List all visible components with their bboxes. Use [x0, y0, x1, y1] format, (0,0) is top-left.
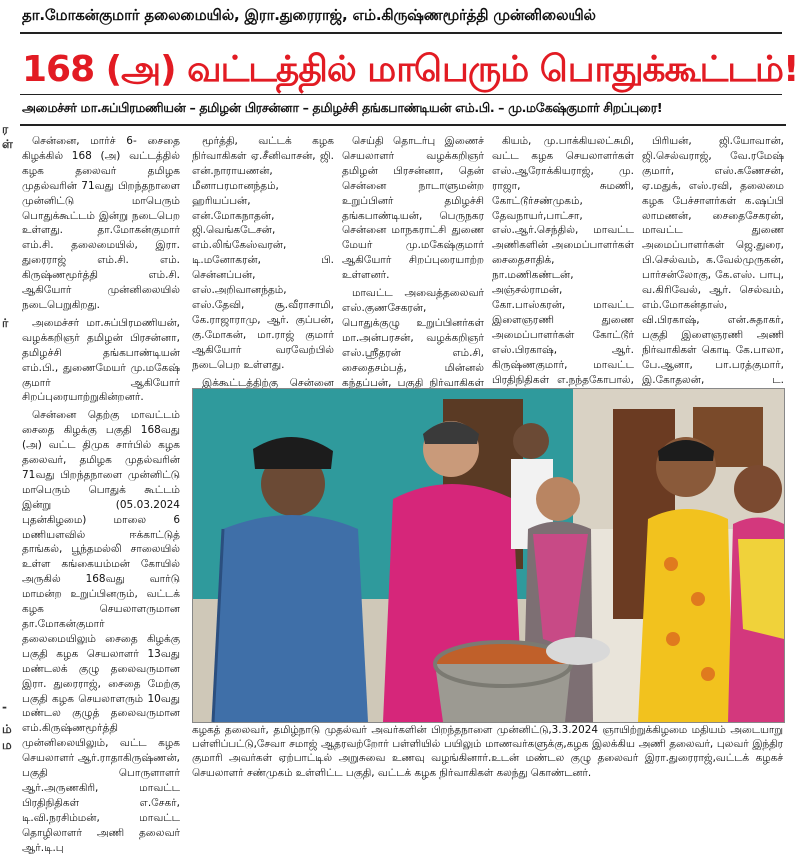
article-headline: 168 (அ) வட்டத்தில் மாபெரும் பொதுக்கூட்டம்!	[22, 49, 799, 90]
subheadline-rule	[20, 124, 786, 126]
serving-plate	[546, 637, 610, 665]
girl-right-dress	[638, 509, 733, 722]
article-subheadline: அமைச்சர் மா.சுப்பிரமணியன் – தமிழன் பிரசன்னா – தமிழச்சி தங்கபாண்டியன் எம்.பி. – மு.மகேஷ்குமார் சிறப்புரை!	[22, 100, 663, 115]
paragraph: அமைச்சர் மா.சுப்பிரமணியன், வழக்கறிஞர் தமிழன் பிரசன்னா, தமிழச்சி தங்கபாண்டியன் எம்.பி., துணைமேயர் மு.மகேஷ் குமார் ஆகியோர் சிறப்புரையாற்றுகின்றனர்.	[22, 316, 180, 404]
paragraph: மூர்த்தி, வட்டக் கழக நிர்வாகிகள் ஏ.சீனிவாசன், ஜி. என்.நாராயணன், மீனாபரமானந்தம், ஹரியப்பன், என்.மோகநாதன், ஜி.வெங்கடேசன், எம்.லிங்கேஸ்வரன், டி.மனோகரன், பி. சென்னப்பன், எஸ்.அறிவானந்தம், எஸ்.தேவி, சூ.வீராசாமி, கே.ராஜாராமு, ஆர். குப்பன், கு.மோகன், மா.ராஜ் குமார் ஆகியோர் வரவேற்பில் நடைபெற உள்ளது.	[192, 135, 334, 371]
man-background-head	[513, 423, 549, 459]
paragraph: மாவட்ட அவைத்தலைவர் எஸ்.குணசேகரன், பொதுக்குழு உறுப்பினர்கள் மா.அன்பரசன், வழக்கறிஞர் எஸ்.ஸ்ரீதரன் எம்.சி, சைதைசம்பத், மின்னல் கந்தப்பன், பகுதி நிர்வாகிகள்	[342, 287, 484, 389]
photo-caption: கழகத் தலைவர், தமிழ்நாடு முதல்வர் அவர்களின் பிறந்தநாளை முன்னிட்டு,3.3.2024 ஞாயிற்றுக்கிழமை மதியம் அடையாறு பள்ளிப்பட்டு,சேவா சமாஜ் ஆதரவற்றோர் பள்ளியில் பயிலும் மாணவர்களுக்கு,கழக இலக்கிய அணி தலைவர், புலவர் இந்திர குமாரி அவர்கள் ஏற்பாட்டில் அறுசுவை உணவு வழங்கினார்.உடன் மண்டல குழு தலைவர் இரா.துரைராஜ்,வட்டக் கழகச் செயலாளர் சண்முகம் உள்ளிட்ட பகுதி, வட்டக் கழக நிர்வாகிகள் கலந்து கொண்டனர்.	[192, 724, 783, 779]
article-column-4	[492, 134, 634, 386]
margin-fragment: ர	[2, 122, 9, 136]
kicker-rule	[20, 32, 782, 34]
paragraph: சென்னை, மார்ச் 6- சைதை கிழக்கில் 168 (அ) வட்டத்தில் கழக தலைவர் தமிழக முதல்வரின் 71வது பிறந்தநாளை முன்னிட்டு மாபெரும் பொதுக்கூட்டம் இன்று நடைபெற உள்ளது. தா.மோகன்குமார் எம்.சி. தலைமையில், இரா. துரைராஜ் எம்.சி. எம். கிருஷ்ணமூர்த்தி எம்.சி. ஆகியோர் முன்னிலையில் நடைபெறுகிறது.	[22, 135, 180, 311]
paragraph: இக்கூட்டத்திற்கு சென்னை	[202, 376, 334, 389]
article-column-1	[22, 134, 180, 854]
news-photo	[192, 388, 785, 723]
cooking-pot	[435, 664, 571, 722]
article-column-2	[192, 134, 334, 389]
photo-illustration	[193, 389, 784, 722]
article-kicker: தா.மோகன்குமார் தலைமையில், இரா.துரைராஜ், எம்.கிருஷ்ணமூர்த்தி முன்னிலையில்	[22, 6, 596, 24]
margin-fragment: ள்	[2, 137, 13, 151]
article-column-5	[642, 134, 784, 386]
paragraph: கியம், மு.பாக்கியலட்சுமி, வட்ட கழக செயலாளர்கள் எஸ்.ஆரோக்கியராஜ், மு. ராஜா, சுமணி, கோட்டூர்சண்முகம், தேவநாயர்,பாட்சா, எஸ்.ஆர்.செந்தில், மாவட்ட அணிகளின் அமைப்பாளர்கள் சைதைசாதிக், நா.மணிகண்டன், அஞ்சல்ராமன், கோ.பாஸ்கரன், மாவட்ட இளைஞரணி துணை அமைப்பாளர்கள் கோட்டூர் எஸ்.பிரகாஷ், ஆர். கிருஷ்ணகுமார், மாவட்ட பிரதிநிதிகள் எ.நந்தகோபால்,	[492, 135, 634, 386]
man-shirt	[213, 515, 368, 722]
paragraph: பிரியன், ஜி.யோவான், ஜி.செல்வராஜ், வே.ரமேஷ் குமார், எஸ்.கணேசன், ஏ.மதுக், எஸ்.ரவி, தலைமை கழக பேச்சாளர்கள் க.ஷப்பி லாமணன், சைதைசேகரன், மாவட்ட துணை அமைப்பாளர்கள் ஜெ.துரை, பி.செல்வம், க.வேல்முருகன், பார்சன்லோகு, கே.எஸ். பாபு, வ.கிரிவேல், ஆர். செல்வம், எம்.மோகன்தாஸ், வி.பிரகாஷ், என்.சுதாகர், பகுதி இளைஞரணி அணி நிர்வாகிகள் கொடி கே.பாலா, பே.ஆனா, பா.பரத்குமார், இ.கோதலன், ட.	[642, 135, 784, 386]
margin-fragment: ர்	[2, 316, 9, 330]
girl-far-right-head	[734, 465, 782, 513]
headline-rule	[20, 94, 782, 95]
paragraph: சென்னை தெற்கு மாவட்டம் சைதை கிழக்கு பகுதி 168வது (அ) வட்ட திமுக சார்பில் கழக தலைவர், தமிழக முதல்வரின் 71வது பிறந்தநாளை முன்னிட்டு மாபெரும் பொதுக் கூட்டம் இன்று (05.03.2024 புதன்கிழமை) மாலை 6 மணியளவில் ஈக்காட்டுத் தாங்கல், பூந்தமல்லி சாலையில் உள்ள கங்கையம்மன் கோயில் அருகில் 168வது வார்டு மாமன்ற உறுப்பினரும், வட்டக் கழக செயலாளருமான தா.மோகன்குமார் தலைமையிலும் சைதை கிழக்கு பகுதி கழக செயலாளர் 13வது மண்டலக் குழு தலைவருமான இரா. துரைராஜ், சைதை மேற்கு பகுதி கழக செயலாளரும் 10வது மண்டல குழுத் தலைவருமான எம்.கிருஷ்ணமூர்த்தி முன்னிலையிலும், வட்ட கழக செயலாளர் ஆர்.ராதாகிருஷ்ணன், பகுதி பொருளாளர் ஆர்.அருணகிரி, மாவட்ட பிரதிநிதிகள் எ.சேகர், டி.வி.நரசிம்மன், மாவட்ட தொழிலாளர் அணி தலைவர் ஆர்.டி.பு	[22, 409, 180, 854]
left-margin-fragments	[0, 0, 14, 810]
margin-fragment: ம	[2, 738, 12, 752]
margin-fragment: -	[2, 700, 7, 714]
article-column-3	[342, 134, 484, 389]
girl-left-head	[536, 477, 580, 521]
paragraph: செய்தி தொடர்பு இணைச் செயலாளர் வழக்கறிஞர் தமிழன் பிரசன்னா, தென் சென்னை நாடாளுமன்ற உறுப்பினர் தமிழச்சி தங்கபாண்டியன், பெருநகர சென்னை மாநகராட்சி துணை மேயர் மு.மகேஷ்குமார் ஆகியோர் சிறப்புரையாற்ற உள்ளனர்.	[342, 135, 484, 282]
margin-fragment: ம்	[2, 722, 12, 736]
